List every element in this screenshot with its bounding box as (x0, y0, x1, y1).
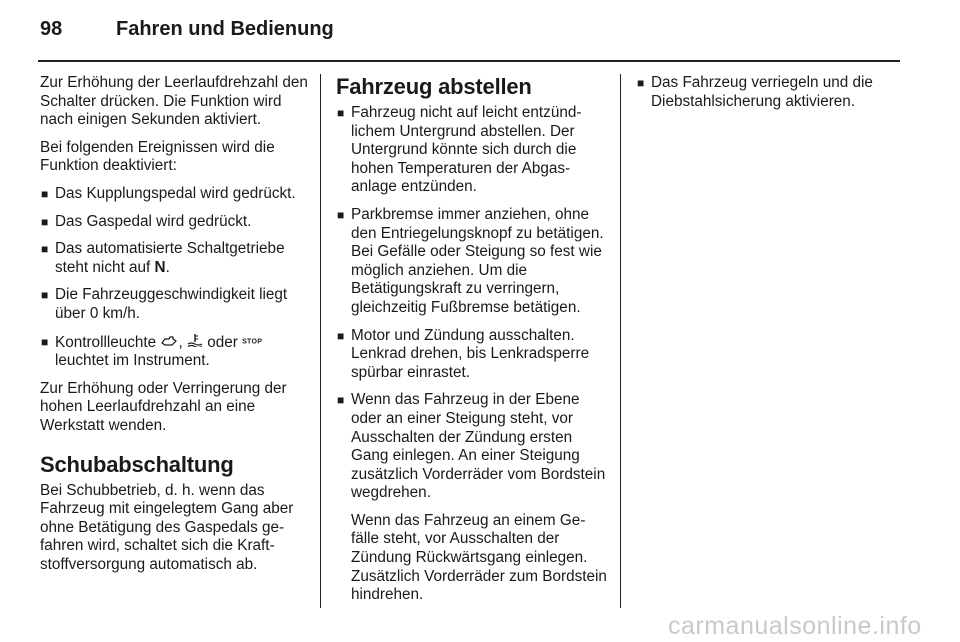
bullet-list (336, 104, 608, 605)
bullet-icon: ■ (637, 76, 645, 90)
bullet-icon: ■ (41, 214, 49, 229)
list-item: ■ Fahrzeug nicht auf leicht entzündlichem Untergrund abstellen. Der Untergrund könnte sich durch die hohen Temperaturen der Abgasanlage entzünden. (337, 104, 582, 196)
section-heading: Schubabschaltung (40, 451, 234, 477)
bullet-icon: ■ (41, 186, 49, 201)
list-item: ■ Das Gaspedal wird gedrückt. (41, 212, 252, 230)
bullet-list (636, 74, 900, 111)
bullet-icon: ■ (41, 334, 49, 349)
list-item: ■ Das Fahrzeug verriegeln und die Diebstahlsicherung aktivieren. (637, 74, 873, 110)
bullet-icon: ■ (337, 106, 345, 120)
section-heading: Fahrzeug abstellen (336, 74, 532, 99)
page-number: 98 (40, 18, 63, 40)
bullet-icon: ■ (337, 328, 345, 343)
paragraph: Bei Schubbetrieb, d. h. wenn das Fahrzeug mit eingelegtem Gang aber ohne Betätigung des Gaspedals gefahren wird, schaltet sich die Kraftstoffversorgung automatisch ab. (40, 481, 294, 573)
paragraph: Zur Erhöhung der Leerlaufdrehzahl den Schalter drücken. Die Funktion wird nach einigen Sekunden aktiviert. (40, 74, 308, 129)
column-3 (636, 74, 900, 120)
header-rule (38, 60, 900, 62)
watermark: carmanualsonline.info (668, 612, 922, 640)
engine-warning-icon (160, 334, 178, 353)
bullet-icon: ■ (337, 207, 345, 222)
list-item: ■ Motor und Zündung ausschalten. Lenkrad drehen, bis Lenkradsperre spürbar einrastet. (337, 326, 590, 381)
paragraph: Zur Erhöhung oder Verringerung der hohen Leerlaufdrehzahl an eine Werkstatt wenden. (40, 379, 287, 434)
bullet-icon: ■ (41, 288, 49, 303)
column-1 (40, 74, 308, 583)
column-divider-1 (320, 74, 321, 608)
stop-icon: STOP (242, 338, 263, 346)
bullet-list (40, 185, 308, 371)
list-item: ■ Das automatisierte Schaltgetriebe steht nicht auf N. (41, 240, 285, 276)
list-item: ■ Das Kupplungspedal wird gedrückt. (41, 184, 296, 202)
list-item: ■ Wenn das Fahrzeug in der Ebene oder an einer Steigung steht, vor Ausschalten der Zündung ersten Gang einlegen. An einer Steigung zusätzlich Vorderräder vom Bordstein wegdrehen. (337, 391, 606, 502)
page-title: Fahren und Bedienung (116, 18, 334, 40)
paragraph: Bei folgenden Ereignissen wird die Funktion deaktiviert: (40, 138, 275, 175)
column-2 (336, 74, 608, 614)
list-item: ■ Parkbremse immer anziehen, ohne den Entriegelungsknopf zu betätigen. Bei Gefälle oder Steigung so fest wie möglich anziehen. Um die Betätigungskraft zu verringern, gleichzeitig Fußbremse betätigen. (337, 205, 604, 316)
column-divider-2 (620, 74, 621, 608)
coolant-temperature-icon (187, 333, 203, 353)
list-item: ■ Die Fahrzeuggeschwindigkeit liegt über 0 km/h. (41, 286, 288, 322)
list-item: ■ Kontrollleuchte , oder STOP leuchtet im Instrument. (41, 333, 263, 370)
list-item-continuation: Wenn das Fahrzeug an einem Gefälle steht, vor Ausschalten der Zündung Rückwärtsgang einlegen. Zusätzlich Vorderräder zum Bordstein hindrehen. (351, 511, 607, 604)
bullet-icon: ■ (41, 242, 49, 257)
bullet-icon: ■ (337, 393, 345, 408)
